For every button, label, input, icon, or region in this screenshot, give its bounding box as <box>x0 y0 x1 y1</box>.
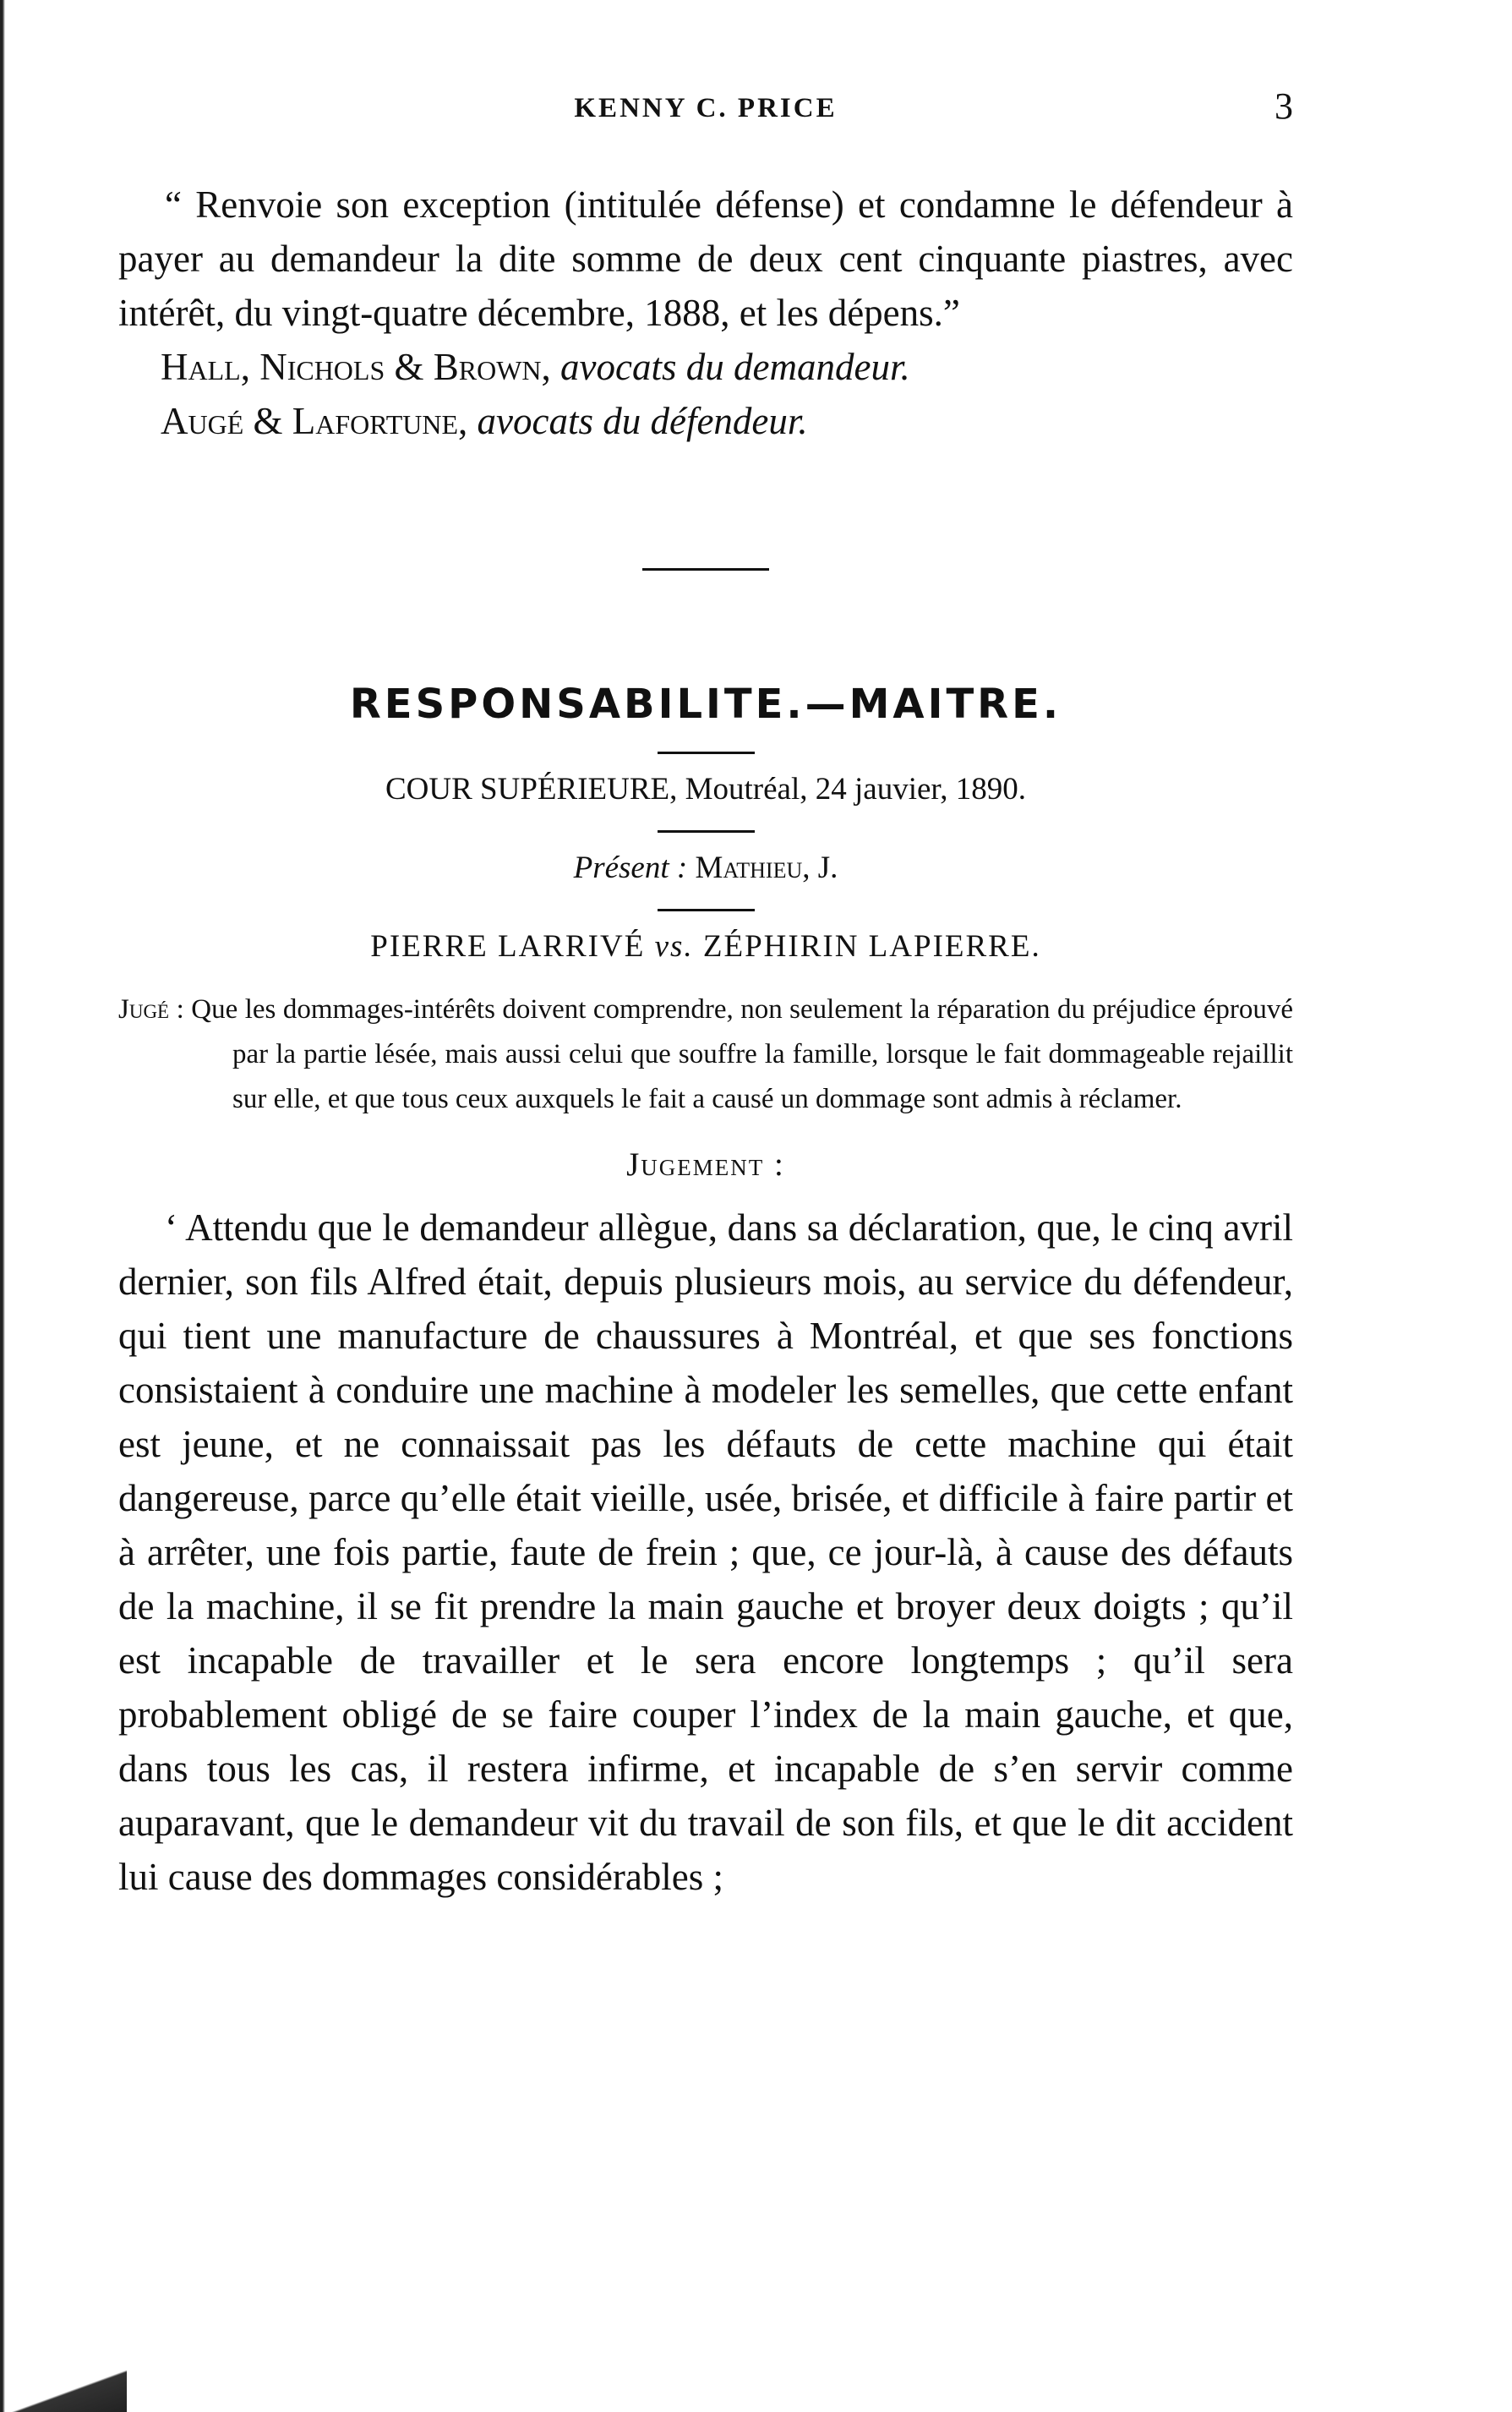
page-corner-shadow <box>0 2353 127 2412</box>
court-line: COUR SUPÉRIEURE, Moutréal, 24 jauvier, 1890. <box>385 772 1026 807</box>
page-number: 3 <box>1275 85 1293 127</box>
counsel-defendant-names: Augé & Lafortune, <box>161 400 468 442</box>
counsel-plaintiff-role: avocats du demandeur. <box>560 346 910 388</box>
present-rule <box>658 909 755 911</box>
summary-text: Que les dommages-intérêts doivent comprendre, non seulement la réparation du préjudice éprouvé par la partie lésée, mais aussi celui que souffre la famille, lorsque le fait dommageable rejaillit sur elle, et que tous ceux auxquels le fait a causé un dommage sont admis à réclamer. <box>191 994 1294 1114</box>
section-divider <box>642 568 769 571</box>
heading-rule <box>658 752 755 754</box>
versus-label: vs. <box>654 929 694 964</box>
page-binding-edge <box>0 0 5 2412</box>
counsel-plaintiff-names: Hall, Nichols & Brown, <box>161 346 551 388</box>
judgment-heading: Jugement : <box>626 1146 785 1183</box>
counsel-plaintiff <box>161 340 1293 394</box>
case-summary <box>118 987 1293 1122</box>
counsel-defendant <box>161 394 1293 448</box>
summary-label: Jugé : <box>118 994 184 1025</box>
judgment-text: ‘ Attendu que le demandeur allègue, dans sa déclaration, que, le cinq avril dernier, son fils Alfred était, depuis plusieurs mois, au service du défendeur, qui tient une manufacture de chaussures à Montréal, et que ses fonctions consistaient à conduire une machine à modeler les semelles, que cette enfant est jeune, et ne connaissait pas les défauts de cette machine qui était dangereuse, parce qu’elle était vieille, usée, brisée, et difficile à faire partir et à arrêter, une fois partie, faute de frein ; que, ce jour-là, à cause des défauts de la machine, il se fit prendre la main gauche et broyer deux doigts ; qu’il est incapable de travailler et le sera encore longtemps ; qu’il sera probablement obligé de se faire couper l’index de la main gauche, et que, dans tous les cas, il restera infirme, et incapable de s’en servir comme auparavant, que le demandeur vit du travail de son fils, et que le dit accident lui cause des dommages considérables ; <box>118 1206 1293 1898</box>
case-heading: RESPONSABILITE.—MAITRE. <box>349 681 1062 728</box>
party-defendant: ZÉPHIRIN LAPIERRE. <box>702 929 1041 964</box>
party-plaintiff: PIERRE LARRIVÉ <box>370 929 646 964</box>
running-head <box>118 85 1293 135</box>
running-title: KENNY C. PRICE <box>574 93 838 123</box>
present-line <box>118 850 1293 887</box>
court-rule <box>658 830 755 833</box>
parties-line <box>118 928 1293 965</box>
present-label: Présent : <box>573 850 688 885</box>
present-judge: Mathieu, J. <box>695 850 838 885</box>
book-page <box>118 85 1293 1904</box>
counsel-defendant-role: avocats du défendeur. <box>477 400 808 442</box>
previous-case-paragraph: “ Renvoie son exception (intitulée défense) et condamne le défendeur à payer au demandeur la dite somme de deux cent cinquante piastres, avec intérêt, du vingt-quatre décembre, 1888, et les dépens.” <box>118 183 1293 334</box>
